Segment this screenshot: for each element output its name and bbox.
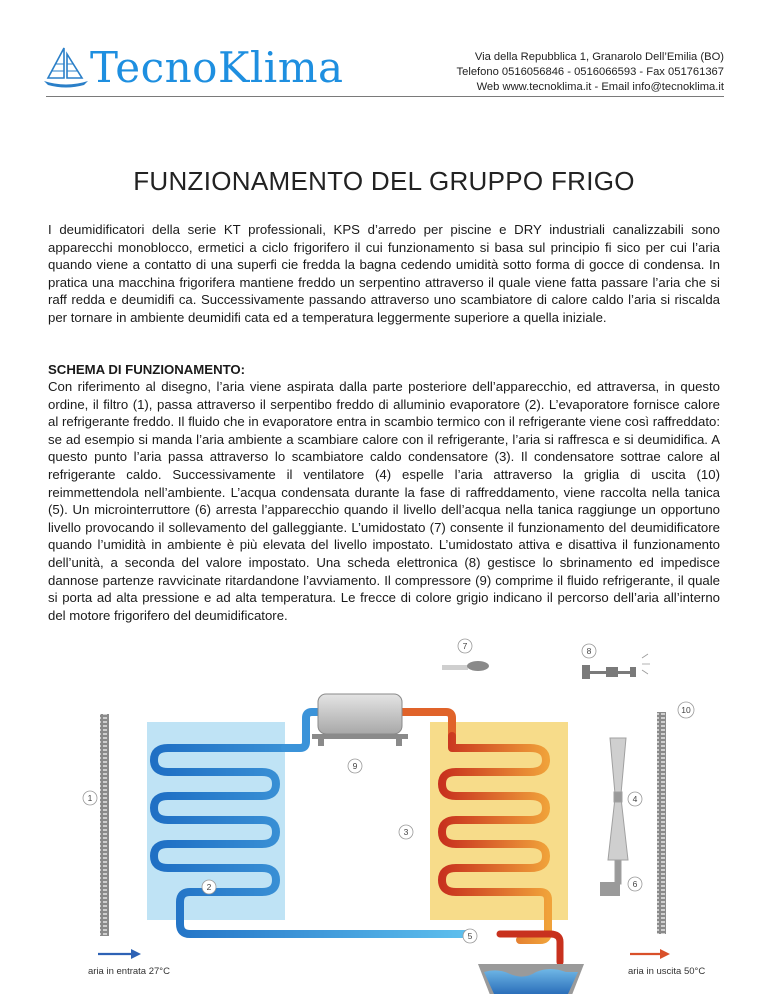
page-header	[0, 0, 768, 100]
air-in-caption: aria in entrata 27°C	[88, 966, 170, 977]
callout-number: 1	[87, 793, 93, 803]
exit-grille	[657, 712, 666, 934]
header-divider	[46, 96, 724, 97]
humidistat	[442, 661, 489, 671]
tecnoklima-logo	[42, 40, 362, 96]
refrigeration-diagram	[0, 636, 768, 994]
callout-2	[202, 880, 216, 894]
callout-1	[83, 791, 97, 805]
air-out-arrow	[630, 949, 670, 959]
callout-number: 6	[632, 879, 638, 889]
compressor-base	[312, 734, 408, 739]
filter-grille	[100, 714, 109, 936]
callout-8	[582, 644, 596, 658]
callout-number: 5	[467, 931, 473, 941]
intro-paragraph: I deumidificatori della serie KT professionali, KPS d’arredo per piscine e DRY industriali canalizzabili sono apparecchi monoblocco, ermetici a ciclo frigorifero il cui funzionamento si basa sul principio fi sico per cui l’aria quando viene a contatto di una superfi cie fredda la bagna cedendo umidità sotto forma di gocce di condensa. In pratica una macchina frigorifera mantiene freddo un serpentino attraverso il quale viene fatta passare l’aria che si raff redda e deumidifi ca. Successivamente passando attraverso uno scambiatore di calore caldo l’aria si riscalda per tornare in ambiente deumidifi cata ed a temperatura leggermente superiore a quella iniziale.	[48, 222, 720, 325]
page-title: FUNZIONAMENTO DEL GRUPPO FRIGO	[133, 166, 635, 196]
callout-6	[628, 877, 642, 891]
callout-9	[348, 759, 362, 773]
schema-heading: SCHEMA DI FUNZIONAMENTO:	[48, 362, 246, 377]
callout-10	[678, 702, 694, 718]
contact-web: Web www.tecnoklima.it - Email info@tecnoklima.it	[476, 81, 724, 93]
callout-number: 9	[352, 761, 358, 771]
schema-paragraph: Con riferimento al disegno, l’aria viene aspirata dalla parte posteriore dell’apparecchio, ed attraversa, in questo ordine, il filtro (1), passa attraverso il serpentibo freddo di alluminio evaporatore (2). L’evaporatore fornisce calore al refrigerante freddo. Il fluido che in evaporatore entra in scambio termico con il refrigerante viene così raffreddato: se ad esempio si manda l’aria ambiente a scambiare calore con il refrigerante, l’aria si raffresca e si deumidifica. A questo punto l’aria passa attraverso lo scambiatore caldo condensatore (3). Il condensatore sottrae calore al refrigerante caldo. Successivamente il ventilatore (4) espelle l’aria attraverso la griglia di uscita (10) reimmettendola nell’ambiente. L’acqua condensata durante la fase di raffreddamento, viene raccolta nella tanica (5). Un microinterruttore (6) arresta l’apparecchio quando il livello dell’acqua nella tanica raggiunge un opportuno livello provocando il sollevamento del galleggiante. L’umidostato (7) consente il funzionamento del deumidificatore quando l’umidità in ambiente è più elevata del livello impostato. L’umidostato attiva e disattiva il funzionamento dell’unità, a seconda del valore impostato. Una scheda elettronica (8) gestisce lo sbrinamento ed impedisce dannose partenze ravvicinate ritardandone l’avviamento. Il compressore (9) comprime il fluido refrigerante, il quale si porta ad alta pressione e ad alta temperatura. Le frecce di colore grigio indicano il percorso dell’aria all’interno del motore frigorifero del deumidificatore.	[48, 379, 720, 623]
compressor-body	[318, 694, 402, 734]
contact-phone: Telefono 0516056846 - 0516066593 - Fax 051761367	[456, 66, 724, 78]
fan	[608, 738, 628, 884]
electronic-board	[582, 654, 650, 679]
callout-7	[458, 639, 472, 653]
callout-3	[399, 825, 413, 839]
air-in-arrow	[98, 949, 141, 959]
callout-number: 3	[403, 827, 409, 837]
microswitch	[600, 882, 620, 896]
callout-number: 7	[462, 641, 468, 651]
callout-number: 10	[681, 705, 691, 715]
air-out-caption: aria in uscita 50°C	[628, 966, 706, 977]
callout-number: 4	[632, 794, 638, 804]
callout-number: 2	[206, 882, 212, 892]
contact-address: Via della Repubblica 1, Granarolo Dell’Emilia (BO)	[474, 51, 724, 63]
logo-text: TecnoKlima	[90, 43, 344, 92]
sailboat-icon	[42, 44, 92, 90]
callout-number: 8	[586, 646, 592, 656]
contact-info	[457, 50, 724, 95]
callout-5	[463, 929, 477, 943]
callout-4	[628, 792, 642, 806]
